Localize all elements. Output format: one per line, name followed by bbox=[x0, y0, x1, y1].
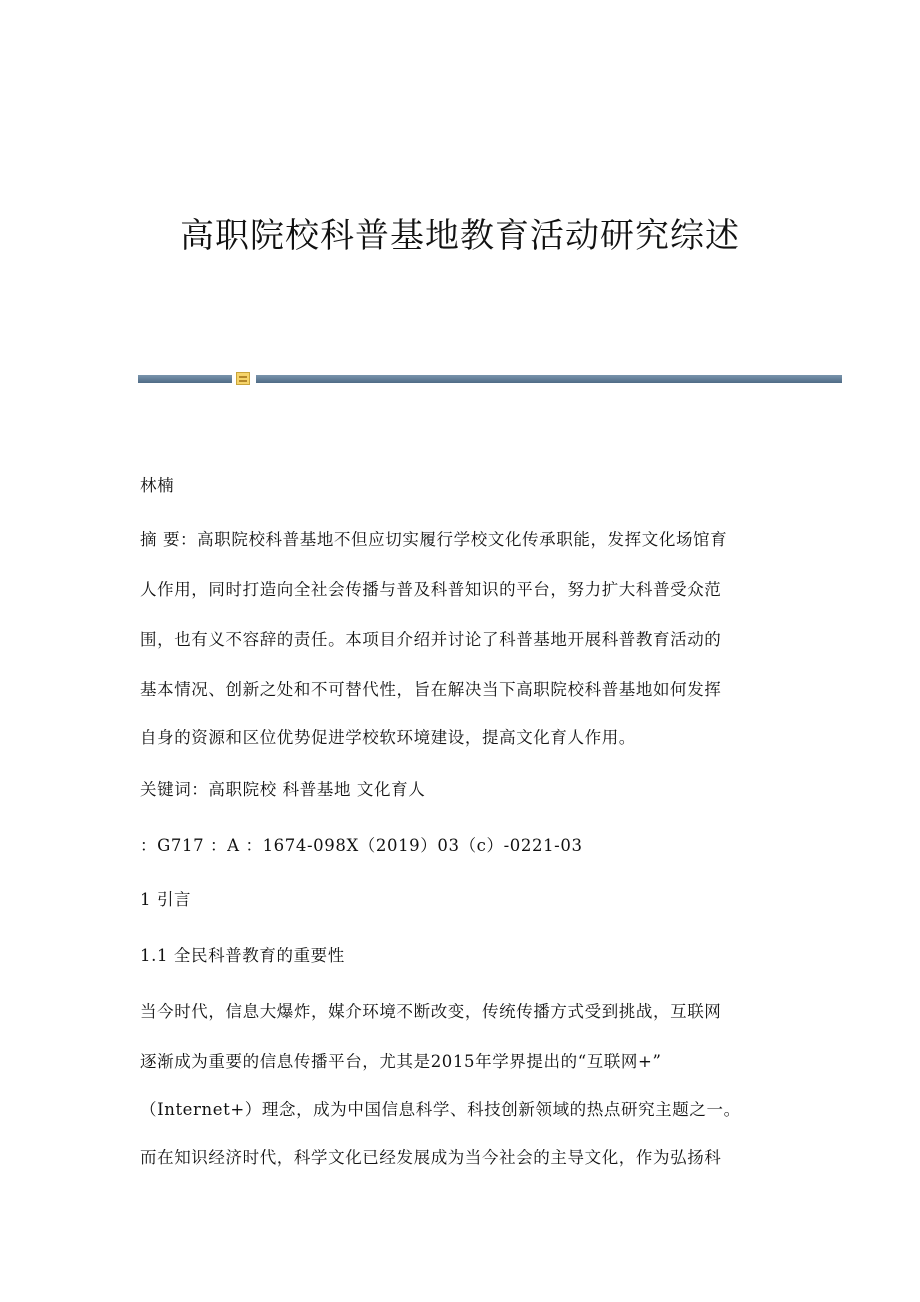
body-line-1: 当今时代，信息大爆炸，媒介环境不断改变，传统传播方式受到挑战，互联网 bbox=[140, 1002, 722, 1021]
title-divider bbox=[138, 375, 842, 383]
abstract-line-2: 人作用，同时打造向全社会传播与普及科普知识的平台，努力扩大科普受众范 bbox=[140, 580, 722, 599]
body-line-4: 而在知识经济时代，科学文化已经发展成为当今社会的主导文化，作为弘扬科 bbox=[140, 1148, 722, 1167]
abstract-line-3: 围，也有义不容辞的责任。本项目介绍并讨论了科普基地开展科普教育活动的 bbox=[140, 630, 722, 649]
section-heading-1: 1 引言 bbox=[140, 890, 192, 909]
body-line-3: （Internet+）理念，成为中国信息科学、科技创新领域的热点研究主题之一。 bbox=[140, 1100, 741, 1119]
abstract-line-1: 摘 要：高职院校科普基地不但应切实履行学校文化传承职能，发挥文化场馆育 bbox=[140, 530, 728, 549]
divider-ornament-icon bbox=[236, 372, 250, 385]
divider-bar-right bbox=[256, 375, 842, 383]
abstract-line-4: 基本情况、创新之处和不可替代性，旨在解决当下高职院校科普基地如何发挥 bbox=[140, 680, 722, 699]
abstract-line-5: 自身的资源和区位优势促进学校软环境建设，提高文化育人作用。 bbox=[140, 728, 636, 747]
section-heading-1-1: 1.1 全民科普教育的重要性 bbox=[140, 946, 345, 965]
divider-bar-left bbox=[138, 375, 232, 383]
author-name: 林楠 bbox=[140, 476, 175, 495]
body-line-2: 逐渐成为重要的信息传播平台，尤其是2015年学界提出的“互联网+” bbox=[140, 1052, 662, 1071]
document-title: 高职院校科普基地教育活动研究综述 bbox=[180, 216, 740, 256]
classification-codes: ：G717 ：A ：1674-098X（2019）03（c）-0221-03 bbox=[140, 836, 583, 855]
keywords: 关键词：高职院校 科普基地 文化育人 bbox=[140, 780, 426, 799]
